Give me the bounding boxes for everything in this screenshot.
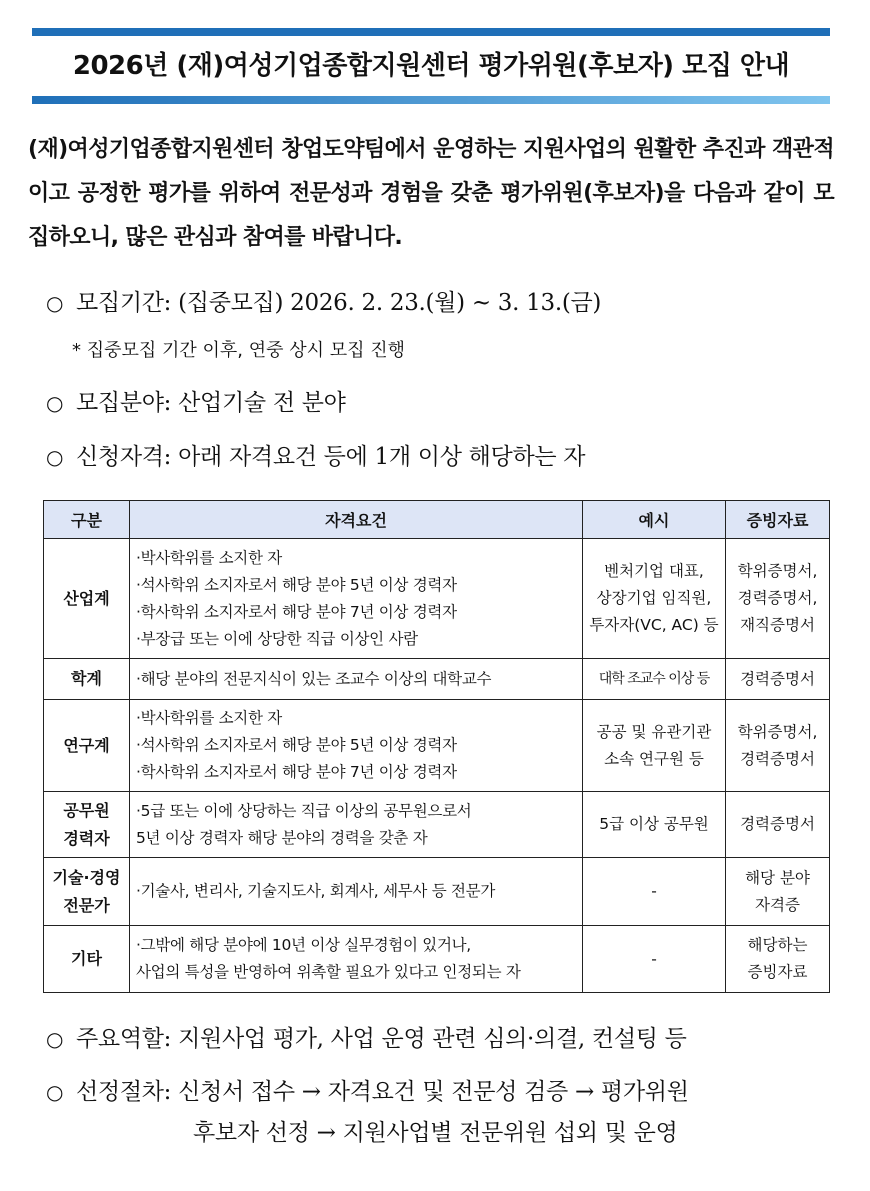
title-banner bbox=[32, 28, 830, 104]
row-examples bbox=[583, 926, 726, 993]
row-requirements bbox=[130, 700, 583, 792]
document-line: 경력증명서, bbox=[737, 589, 818, 607]
requirement-line: 5년 이상 경력자 해당 분야의 경력을 갖춘 자 bbox=[136, 828, 428, 847]
row-requirements bbox=[130, 926, 583, 993]
category-line: 산업계 bbox=[63, 588, 110, 608]
document-line: 재직증명서 bbox=[740, 616, 815, 634]
document-line: 해당하는 bbox=[747, 936, 808, 954]
circle-bullet-icon: ○ bbox=[46, 391, 64, 415]
table-row bbox=[44, 792, 830, 858]
row-requirements bbox=[130, 858, 583, 926]
category-line: 기술·경영 bbox=[52, 867, 121, 887]
example-line: 공공 및 유관기관 bbox=[596, 722, 712, 741]
row-category bbox=[44, 700, 130, 792]
row-documents bbox=[726, 926, 830, 993]
requirement-line: ·학사학위 소지자로서 해당 분야 7년 이상 경력자 bbox=[136, 602, 457, 621]
row-documents bbox=[726, 659, 830, 700]
category-line: 기타 bbox=[71, 949, 102, 968]
document-line: 경력증명서 bbox=[740, 669, 815, 688]
section-qualification bbox=[46, 438, 585, 471]
header-documents: 증빙자료 bbox=[726, 501, 830, 539]
circle-bullet-icon: ○ bbox=[46, 1027, 64, 1051]
category-line: 학계 bbox=[71, 669, 102, 688]
header-requirements: 자격요건 bbox=[130, 501, 583, 539]
table-row bbox=[44, 858, 830, 926]
category-line: 경력자 bbox=[63, 828, 110, 848]
table-row bbox=[44, 539, 830, 659]
example-line: - bbox=[651, 949, 657, 968]
requirement-line: 사업의 특성을 반영하여 위촉할 필요가 있다고 인정되는 자 bbox=[136, 963, 521, 981]
row-examples bbox=[583, 858, 726, 926]
example-line: 상장기업 임직원, bbox=[596, 589, 712, 607]
header-examples: 예시 bbox=[583, 501, 726, 539]
process-text-line2: 후보자 선정 → 지원사업별 전문위원 섭외 및 운영 bbox=[193, 1120, 678, 1146]
requirement-line: ·박사학위를 소지한 자 bbox=[136, 709, 282, 727]
requirement-line: ·그밖에 해당 분야에 10년 이상 실무경험이 있거나, bbox=[136, 936, 471, 954]
table-row bbox=[44, 659, 830, 700]
row-examples bbox=[583, 539, 726, 659]
requirement-line: ·박사학위를 소지한 자 bbox=[136, 548, 282, 567]
category-line: 연구계 bbox=[63, 735, 110, 755]
process-text-line1: 선정절차: 신청서 접수 → 자격요건 및 전문성 검증 → 평가위원 bbox=[76, 1079, 689, 1105]
example-line: 대학 조교수 이상 등 bbox=[598, 670, 710, 687]
document-line: 경력증명서 bbox=[740, 815, 815, 833]
page-title: 2026년 (재)여성기업종합지원센터 평가위원(후보자) 모집 안내 bbox=[72, 51, 790, 81]
example-line: - bbox=[651, 882, 657, 900]
row-category bbox=[44, 539, 130, 659]
qualification-table bbox=[43, 500, 830, 993]
role-text: 주요역할: 지원사업 평가, 사업 운영 관련 심의·의결, 컨설팅 등 bbox=[76, 1026, 687, 1052]
field-text: 모집분야: 산업기술 전 분야 bbox=[76, 390, 346, 416]
row-documents bbox=[726, 792, 830, 858]
example-line: 벤처기업 대표, bbox=[604, 562, 704, 580]
row-category bbox=[44, 858, 130, 926]
example-line: 소속 연구원 등 bbox=[604, 749, 704, 768]
row-category bbox=[44, 792, 130, 858]
document-line: 해당 분야 bbox=[745, 868, 810, 887]
circle-bullet-icon: ○ bbox=[46, 1080, 64, 1104]
document-line: 학위증명서, bbox=[737, 722, 818, 741]
section-period bbox=[46, 284, 601, 317]
document-line: 경력증명서 bbox=[740, 749, 815, 768]
row-documents bbox=[726, 700, 830, 792]
row-documents bbox=[726, 858, 830, 926]
document-line: 학위증명서, bbox=[737, 562, 818, 580]
requirement-line: ·기술사, 변리사, 기술지도사, 회계사, 세무사 등 전문가 bbox=[136, 882, 496, 900]
document-line: 증빙자료 bbox=[747, 963, 808, 981]
row-requirements bbox=[130, 659, 583, 700]
period-text: 모집기간: (집중모집) 2026. 2. 23.(월) ~ 3. 13.(금) bbox=[76, 290, 602, 316]
table-row bbox=[44, 700, 830, 792]
row-requirements bbox=[130, 539, 583, 659]
section-process bbox=[46, 1073, 689, 1106]
title-top-bar bbox=[32, 28, 830, 36]
requirement-line: ·해당 분야의 전문지식이 있는 조교수 이상의 대학교수 bbox=[136, 669, 492, 688]
requirement-line: ·석사학위 소지자로서 해당 분야 5년 이상 경력자 bbox=[136, 736, 457, 754]
requirement-line: ·부장급 또는 이에 상당한 직급 이상인 사람 bbox=[136, 629, 418, 648]
row-examples bbox=[583, 700, 726, 792]
row-examples bbox=[583, 659, 726, 700]
qualification-text: 신청자격: 아래 자격요건 등에 1개 이상 해당하는 자 bbox=[76, 444, 586, 470]
circle-bullet-icon: ○ bbox=[46, 291, 64, 315]
category-line: 전문가 bbox=[63, 895, 110, 915]
header-category: 구분 bbox=[44, 501, 130, 539]
row-requirements bbox=[130, 792, 583, 858]
row-examples bbox=[583, 792, 726, 858]
requirement-line: ·5급 또는 이에 상당하는 직급 이상의 공무원으로서 bbox=[136, 801, 472, 820]
title-bottom-bar bbox=[32, 96, 830, 104]
period-note: * 집중모집 기간 이후, 연중 상시 모집 진행 bbox=[72, 340, 405, 361]
table-header-row bbox=[44, 501, 830, 539]
intro-paragraph: (재)여성기업종합지원센터 창업도약팀에서 운영하는 지원사업의 원활한 추진과 객관적이고 공정한 평가를 위하여 전문성과 경험을 갖춘 평가위원(후보자)을 다음과 같이 모집하오니, 많은 관심과 참여를 바랍니다. bbox=[28, 137, 834, 250]
section-role bbox=[46, 1020, 687, 1053]
example-line: 투자자(VC, AC) 등 bbox=[589, 616, 719, 634]
table-row bbox=[44, 926, 830, 993]
row-category bbox=[44, 926, 130, 993]
document-line: 자격증 bbox=[755, 895, 800, 914]
section-field bbox=[46, 384, 346, 417]
requirement-line: ·학사학위 소지자로서 해당 분야 7년 이상 경력자 bbox=[136, 763, 457, 781]
row-category bbox=[44, 659, 130, 700]
circle-bullet-icon: ○ bbox=[46, 445, 64, 469]
category-line: 공무원 bbox=[63, 800, 110, 820]
example-line: 5급 이상 공무원 bbox=[599, 815, 709, 833]
requirement-line: ·석사학위 소지자로서 해당 분야 5년 이상 경력자 bbox=[136, 575, 457, 594]
row-documents bbox=[726, 539, 830, 659]
